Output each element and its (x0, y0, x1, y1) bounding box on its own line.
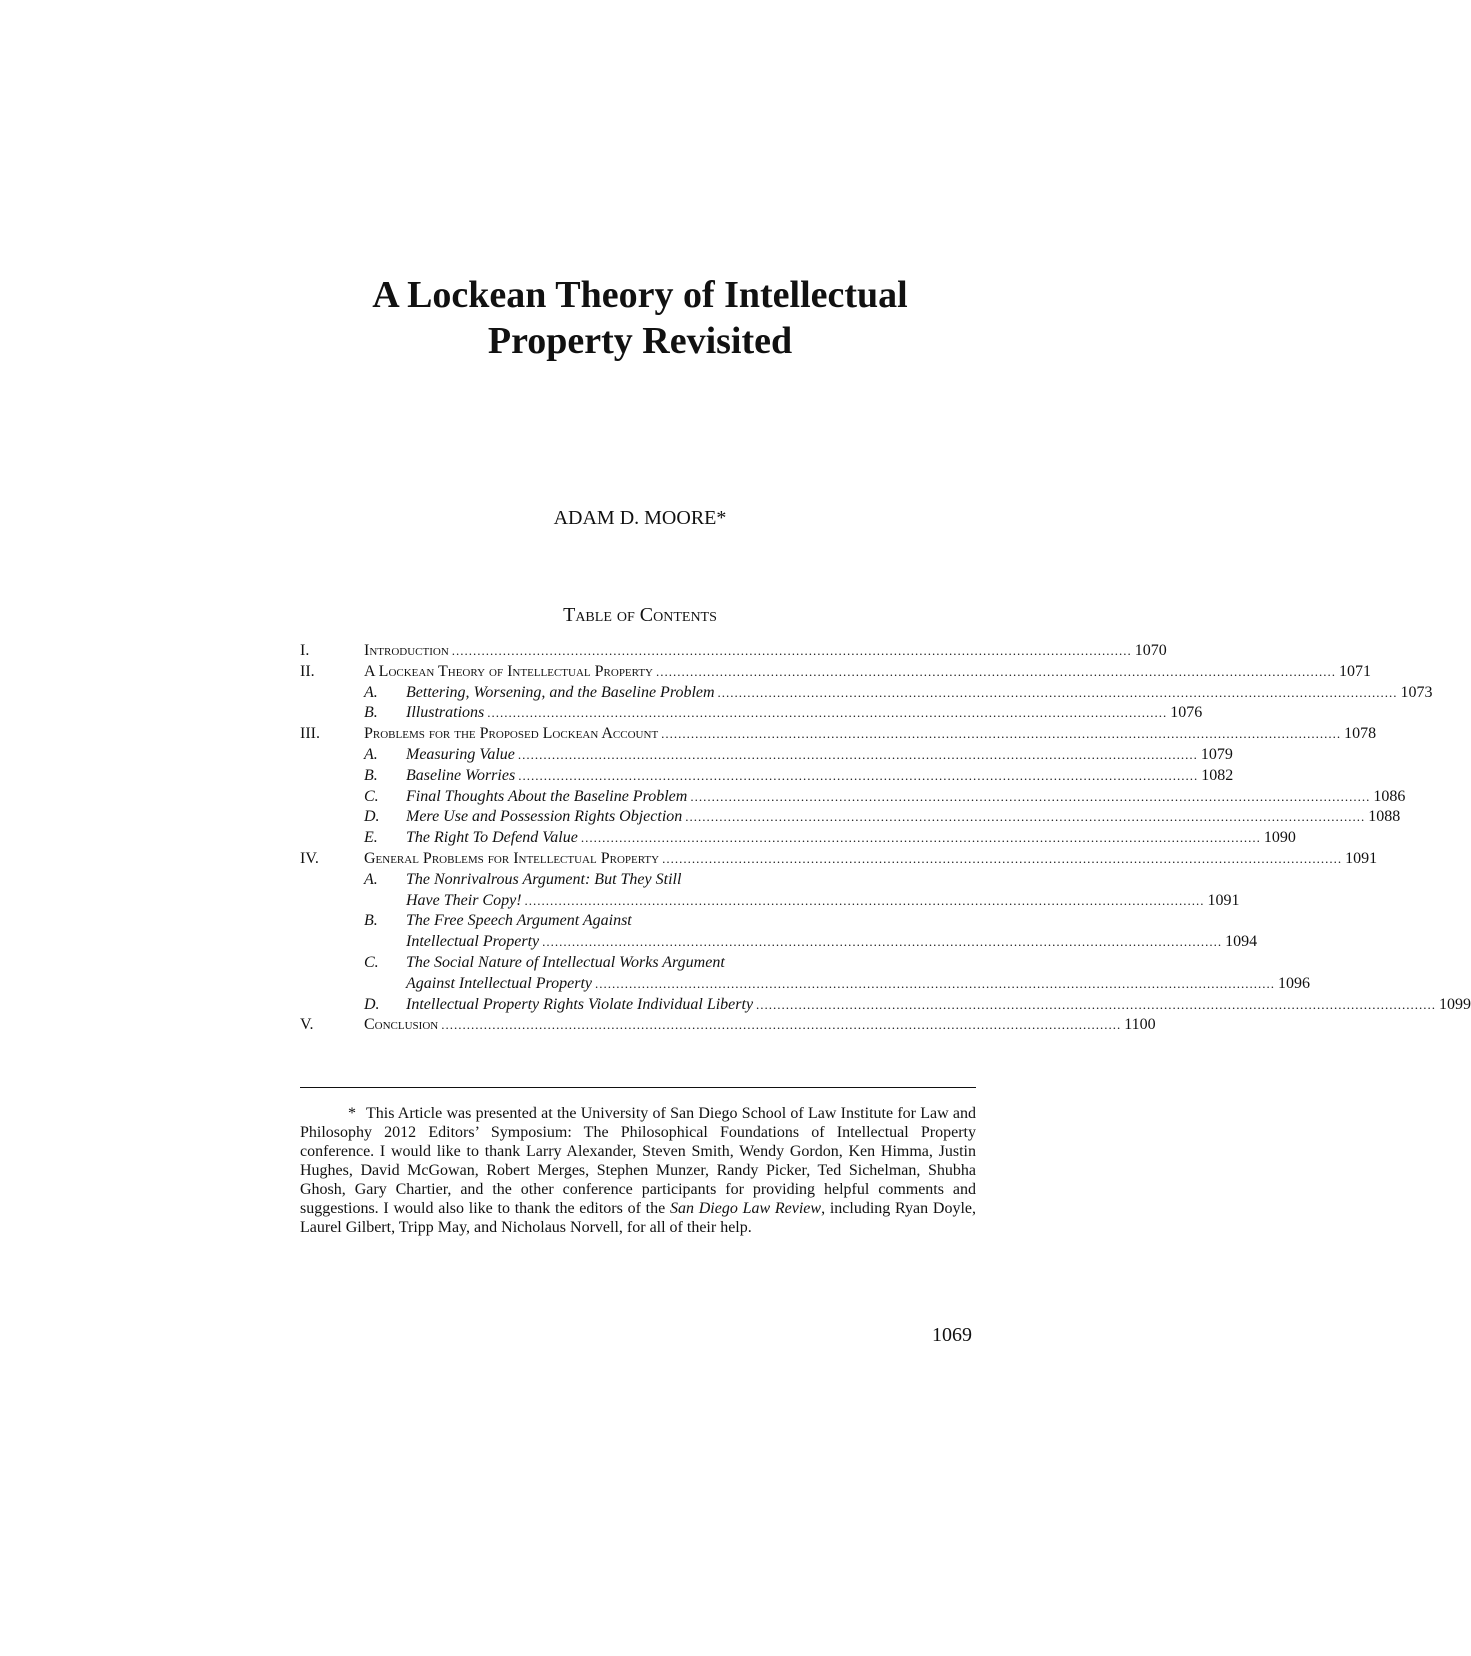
toc-subsection-title: Against Intellectual Property (406, 974, 593, 992)
toc-leader-dots: ................................................................................................................................................................ (690, 788, 1371, 804)
author-name: ADAM D. MOORE* (553, 507, 727, 529)
toc-entry[interactable] (406, 683, 1433, 704)
toc-section-title: Conclusion (364, 1016, 439, 1034)
toc-subsection-title: The Free Speech Argument Against (406, 912, 632, 930)
toc-subsection-letter: B. (364, 912, 378, 930)
toc-subsection-title: Intellectual Property (406, 933, 540, 951)
toc-row (300, 870, 976, 891)
toc-leader-dots: ................................................................................................................................................................ (441, 1017, 1122, 1033)
toc-leader-dots: ................................................................................................................................................................ (685, 809, 1366, 825)
toc-entry[interactable] (406, 995, 1471, 1016)
toc-leader-dots: ................................................................................................................................................................ (656, 663, 1336, 679)
footnote-marker: * (348, 1105, 356, 1122)
toc-entry[interactable] (364, 849, 1378, 870)
toc-page-number: 1099 (1439, 995, 1471, 1013)
toc-row (300, 1015, 1156, 1036)
toc-leader-dots: ................................................................................................................................................................ (517, 746, 1198, 762)
toc-page-number: 1086 (1373, 787, 1406, 805)
toc-section-number: III. (300, 725, 320, 743)
toc-page-number: 1073 (1400, 683, 1433, 701)
toc-subsection-letter: D. (364, 808, 380, 826)
toc-row (300, 932, 1258, 953)
toc-row (300, 828, 1296, 849)
toc-entry[interactable] (406, 766, 1234, 787)
toc-heading: Table of Contents (563, 604, 717, 626)
toc-subsection-title: Have Their Copy! (406, 891, 522, 909)
toc-leader-dots: ................................................................................................................................................................ (661, 726, 1342, 742)
toc-page-number: 1100 (1124, 1016, 1156, 1034)
toc-subsection-letter: A. (364, 683, 378, 701)
toc-row (300, 787, 1406, 808)
page-number: 1069 (932, 1324, 972, 1346)
toc-subsection-title: The Nonrivalrous Argument: But They Still (406, 870, 682, 888)
toc-subsection-letter: A. (364, 745, 378, 763)
toc-entry[interactable] (364, 1015, 1156, 1036)
toc-leader-dots: ................................................................................................................................................................ (487, 705, 1168, 721)
table-of-contents (300, 641, 1471, 1036)
toc-subsection-letter: C. (364, 953, 379, 971)
footnote-text-after: , including Ryan Doyle, Laurel Gilbert, Tripp May, and Nicholaus Norvell, for all of their help. (300, 1200, 977, 1236)
toc-leader-dots: ................................................................................................................................................................ (524, 892, 1205, 908)
toc-entry[interactable] (406, 703, 1203, 724)
toc-leader-dots: ................................................................................................................................................................ (662, 850, 1343, 866)
article-title (0, 272, 1280, 364)
toc-section-number: I. (300, 642, 310, 659)
toc-leader-dots: ................................................................................................................................................................ (451, 643, 1132, 658)
toc-row (300, 807, 1401, 828)
toc-entry[interactable] (364, 724, 1377, 745)
toc-row (300, 995, 1471, 1016)
toc-page-number: 1096 (1278, 974, 1311, 992)
toc-entry[interactable] (406, 870, 976, 891)
toc-entry[interactable] (406, 911, 976, 932)
toc-row (300, 849, 1378, 870)
toc-section-number: V. (300, 1016, 314, 1034)
toc-entry[interactable] (406, 953, 976, 974)
toc-subsection-title: Final Thoughts About the Baseline Problem (406, 787, 688, 805)
article-title-line-2: Property Revisited (487, 320, 793, 362)
toc-row (300, 724, 1377, 745)
toc-subsection-letter: C. (364, 787, 379, 805)
toc-row (300, 974, 1311, 995)
toc-row (300, 745, 1233, 766)
article-title-line-1: A Lockean Theory of Intellectual (372, 274, 908, 316)
toc-leader-dots: ................................................................................................................................................................ (580, 830, 1261, 846)
toc-entry[interactable] (406, 807, 1401, 828)
toc-subsection-title: Intellectual Property Rights Violate Individual Liberty (406, 995, 754, 1013)
footnote-journal-name: San Diego Law Review (669, 1200, 822, 1217)
toc-leader-dots: ................................................................................................................................................................ (756, 996, 1437, 1012)
toc-row (300, 911, 976, 932)
footnote (300, 1104, 976, 1237)
toc-page-number: 1079 (1200, 745, 1233, 763)
toc-leader-dots: ................................................................................................................................................................ (595, 975, 1276, 991)
toc-entry[interactable] (406, 787, 1406, 808)
toc-page-number: 1091 (1207, 891, 1240, 909)
toc-section-number: IV. (300, 849, 319, 867)
toc-page-number: 1071 (1339, 662, 1371, 680)
toc-page-number: 1076 (1170, 704, 1203, 722)
toc-entry[interactable] (406, 974, 1311, 995)
toc-subsection-title: Measuring Value (406, 745, 515, 763)
toc-row (300, 683, 1433, 704)
toc-subsection-title: Illustrations (406, 704, 485, 722)
toc-subsection-title: The Right To Defend Value (406, 829, 578, 847)
toc-page-number: 1088 (1368, 808, 1401, 826)
toc-row (300, 766, 1234, 787)
toc-subsection-letter: D. (364, 995, 380, 1013)
toc-entry[interactable] (364, 641, 1167, 662)
toc-row (300, 953, 976, 974)
toc-page-number: 1091 (1345, 849, 1378, 867)
toc-page-number: 1082 (1201, 766, 1234, 784)
toc-section-title: A Lockean Theory of Intellectual Property (364, 662, 653, 680)
toc-entry[interactable] (406, 745, 1233, 766)
toc-leader-dots: ................................................................................................................................................................ (518, 767, 1199, 783)
toc-leader-dots: ................................................................................................................................................................ (542, 934, 1223, 950)
toc-entry[interactable] (364, 662, 1371, 683)
toc-subsection-title: The Social Nature of Intellectual Works Argument (406, 953, 725, 971)
toc-page-number: 1070 (1134, 642, 1167, 659)
toc-subsection-letter: A. (364, 870, 378, 888)
toc-section-title: General Problems for Intellectual Property (364, 849, 660, 867)
toc-section-title: Introduction (364, 642, 449, 659)
toc-section-number: II. (300, 662, 315, 680)
toc-entry[interactable] (406, 891, 1240, 912)
toc-leader-dots: ................................................................................................................................................................ (717, 684, 1398, 700)
footnote-text-before: This Article was presented at the University of San Diego School of Law Institute for Law and Philosophy 2012 Editors’ Symposium: The Philosophical Foundations of Intellectual Property conference. I would like to thank Larry Alexander, Steven Smith, Wendy Gordon, Ken Himma, Justin Hughes, David McGowan, Robert Merges, Stephen Munzer, Randy Picker, Ted Sichelman, Shubha Ghosh, Gary Chartier, and the other conference participants for providing helpful comments and suggestions. I would also like to thank the editors of the (300, 1105, 976, 1217)
toc-page-number: 1078 (1344, 725, 1377, 743)
footnote-divider (300, 1087, 976, 1088)
toc-subsection-title: Mere Use and Possession Rights Objection (406, 808, 683, 826)
toc-row (300, 891, 1240, 912)
toc-page-number: 1090 (1263, 829, 1296, 847)
toc-page-number: 1094 (1225, 933, 1258, 951)
toc-entry[interactable] (406, 828, 1296, 849)
toc-subsection-letter: B. (364, 704, 378, 722)
toc-subsection-letter: B. (364, 766, 378, 784)
toc-subsection-title: Baseline Worries (406, 766, 516, 784)
toc-row (300, 641, 1167, 662)
toc-row (300, 703, 1203, 724)
toc-entry[interactable] (406, 932, 1258, 953)
toc-subsection-title: Bettering, Worsening, and the Baseline Problem (406, 683, 715, 701)
toc-section-title: Problems for the Proposed Lockean Account (364, 725, 659, 743)
toc-row (300, 662, 1371, 683)
toc-subsection-letter: E. (364, 829, 378, 847)
